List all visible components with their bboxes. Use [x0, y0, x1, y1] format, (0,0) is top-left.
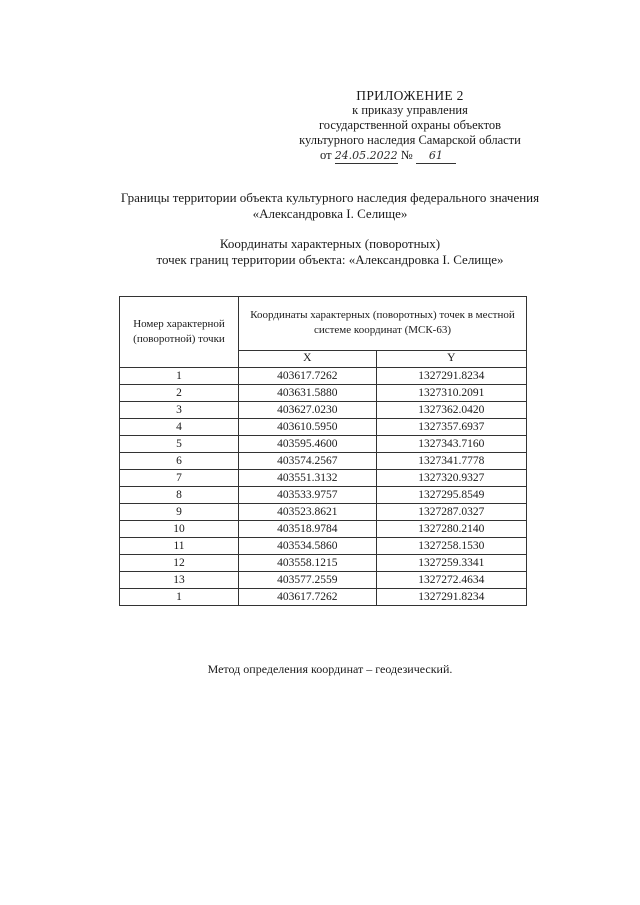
x-coordinate-cell: 403551.3132: [239, 470, 377, 487]
table-row: [120, 470, 527, 487]
y-coordinate-cell: 1327272.4634: [376, 572, 526, 589]
point-number-cell: 9: [120, 504, 239, 521]
appendix-line: культурного наследия Самарской области: [299, 133, 521, 147]
number-value: 61: [416, 148, 456, 164]
point-number-cell: 10: [120, 521, 239, 538]
x-coordinate-cell: 403617.7262: [239, 589, 377, 606]
coordinates-title-line: точек границ территории объекта: «Александровка I. Селище»: [156, 252, 504, 267]
y-coordinate-cell: 1327357.6937: [376, 419, 526, 436]
y-coordinate-cell: 1327291.8234: [376, 589, 526, 606]
point-number-cell: 11: [120, 538, 239, 555]
number-prefix: №: [400, 148, 413, 162]
document-title-line: «Александровка I. Селище»: [252, 206, 408, 221]
table-row: [120, 402, 527, 419]
coordinates-title-line: Координаты характерных (поворотных): [219, 236, 441, 251]
point-number-cell: 3: [120, 402, 239, 419]
x-coordinate-cell: 403518.9784: [239, 521, 377, 538]
x-coordinate-cell: 403523.8621: [239, 504, 377, 521]
y-coordinate-cell: 1327287.0327: [376, 504, 526, 521]
point-number-cell: 12: [120, 555, 239, 572]
table-row: [120, 368, 527, 385]
y-coordinate-cell: 1327320.9327: [376, 470, 526, 487]
point-number-cell: 13: [120, 572, 239, 589]
coordinates-table-body: [120, 368, 527, 606]
table-row: [120, 419, 527, 436]
y-coordinate-cell: 1327258.1530: [376, 538, 526, 555]
coordinates-title: [60, 236, 600, 268]
table-row: [120, 589, 527, 606]
table-row: [120, 453, 527, 470]
point-number-cell: 1: [120, 589, 239, 606]
y-coordinate-cell: 1327362.0420: [376, 402, 526, 419]
table-row: [120, 538, 527, 555]
table-row: [120, 436, 527, 453]
table-row: [120, 555, 527, 572]
document-title: [60, 190, 600, 222]
appendix-heading: ПРИЛОЖЕНИЕ 2: [356, 88, 464, 103]
x-coordinate-cell: 403577.2559: [239, 572, 377, 589]
y-coordinate-cell: 1327341.7778: [376, 453, 526, 470]
header-point-number: Номер характерной (поворотной) точки: [120, 297, 239, 368]
point-number-cell: 1: [120, 368, 239, 385]
point-number-cell: 7: [120, 470, 239, 487]
x-coordinate-cell: 403631.5880: [239, 385, 377, 402]
appendix-line: к приказу управления: [352, 103, 468, 117]
x-coordinate-cell: 403595.4600: [239, 436, 377, 453]
x-coordinate-cell: 403610.5950: [239, 419, 377, 436]
x-coordinate-cell: 403534.5860: [239, 538, 377, 555]
table-row: [120, 521, 527, 538]
header-coordinates: Координаты характерных (поворотных) точек в местной системе координат (МСК-63): [239, 297, 527, 351]
x-coordinate-cell: 403574.2567: [239, 453, 377, 470]
table-row: [120, 487, 527, 504]
point-number-cell: 2: [120, 385, 239, 402]
point-number-cell: 4: [120, 419, 239, 436]
appendix-line: государственной охраны объектов: [318, 118, 502, 132]
y-coordinate-cell: 1327291.8234: [376, 368, 526, 385]
date-prefix: от: [320, 148, 332, 162]
x-coordinate-cell: 403627.0230: [239, 402, 377, 419]
method-note: Метод определения координат – геодезический.: [207, 662, 453, 676]
appendix-block: [280, 88, 540, 164]
appendix-date-line: [280, 148, 540, 164]
point-number-cell: 5: [120, 436, 239, 453]
x-coordinate-cell: 403617.7262: [239, 368, 377, 385]
date-value: 24.05.2022: [334, 149, 398, 162]
y-coordinate-cell: 1327310.2091: [376, 385, 526, 402]
y-coordinate-cell: 1327343.7160: [376, 436, 526, 453]
y-coordinate-cell: 1327295.8549: [376, 487, 526, 504]
point-number-cell: 8: [120, 487, 239, 504]
header-y: Y: [376, 350, 526, 367]
x-coordinate-cell: 403558.1215: [239, 555, 377, 572]
document-title-line: Границы территории объекта культурного наследия федерального значения: [120, 190, 540, 205]
y-coordinate-cell: 1327280.2140: [376, 521, 526, 538]
y-coordinate-cell: 1327259.3341: [376, 555, 526, 572]
table-row: [120, 572, 527, 589]
header-x: X: [239, 350, 377, 367]
coordinates-table: [119, 296, 527, 606]
table-row: [120, 385, 527, 402]
point-number-cell: 6: [120, 453, 239, 470]
table-row: [120, 504, 527, 521]
x-coordinate-cell: 403533.9757: [239, 487, 377, 504]
